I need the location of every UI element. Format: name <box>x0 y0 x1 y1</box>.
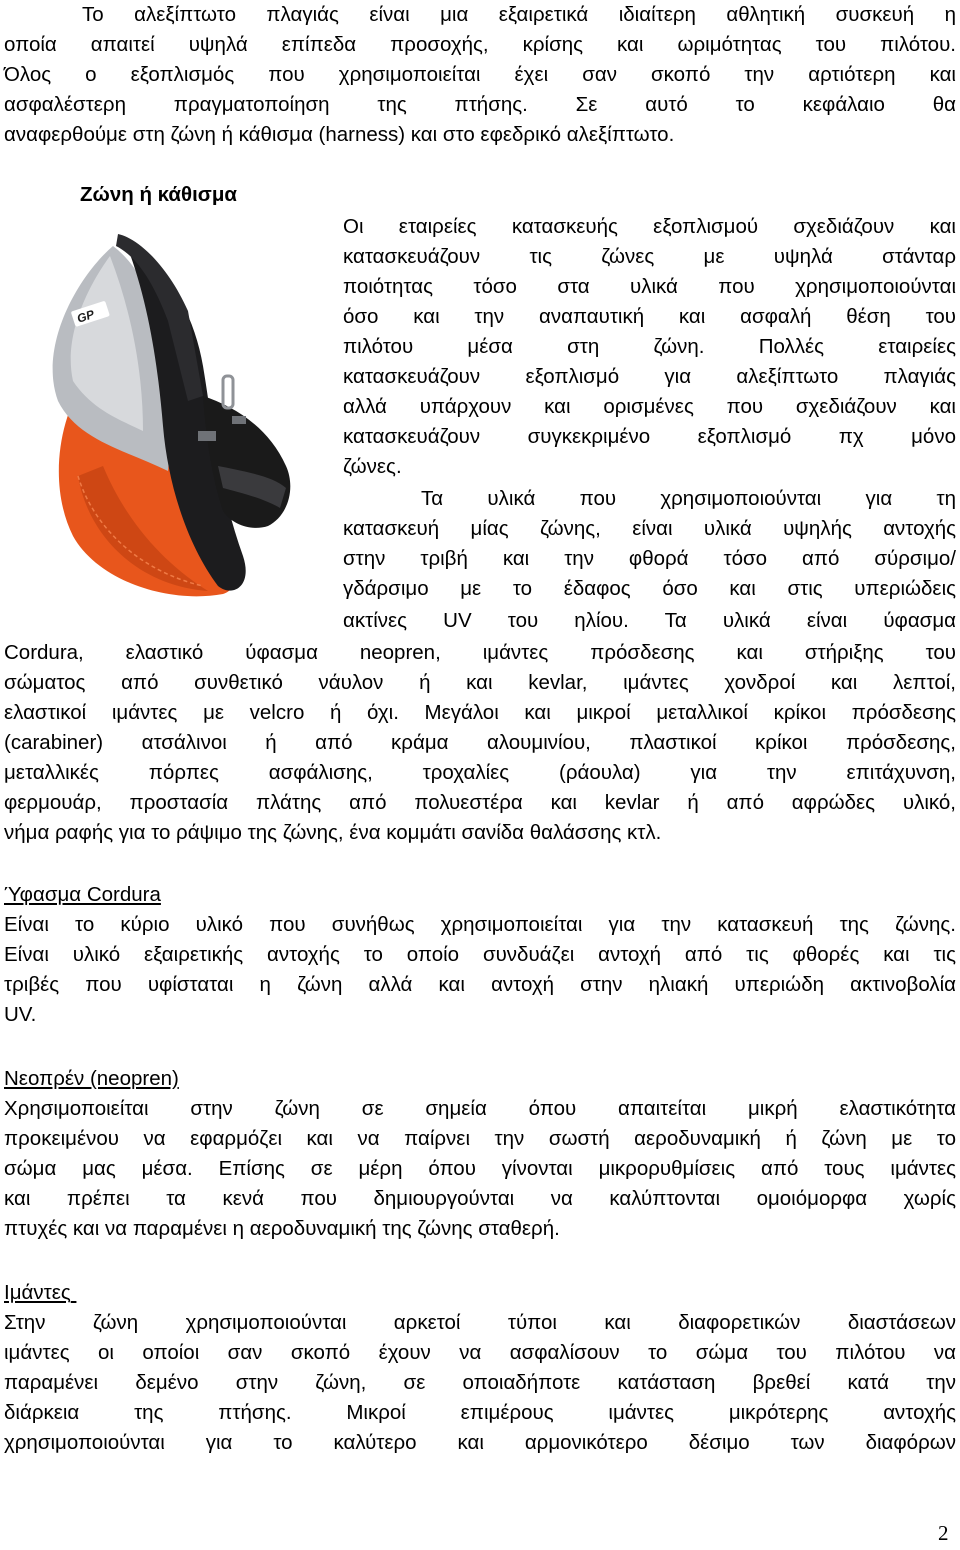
side-line: ζώνες. <box>343 455 402 478</box>
cordura-title: Ύφασμα Cordura <box>4 883 161 906</box>
body-line: μεταλλικές πόρπες ασφάλισης, τροχαλίες (ράουλα) για την επιτάχυνση, <box>4 761 956 784</box>
cordura-line: τριβές που υφίσταται η ζώνη αλλά και αντοχή στην ηλιακή υπεριώδη ακτινοβολία <box>4 973 956 996</box>
neoprene-line: και πρέπει τα κενά που δημιουργούνται να καλύπτονται ομοιόμορφα χωρίς <box>4 1187 956 1210</box>
side-line: Οι εταιρείες κατασκευής εξοπλισμού σχεδιάζουν και <box>343 215 956 238</box>
section-heading: Ζώνη ή κάθισμα <box>80 183 237 206</box>
side-line: ακτίνες UV του ηλίου. Τα υλικά είναι ύφασμα <box>343 609 956 632</box>
neoprene-line: πτυχές και να παραμένει η αεροδυναμική της ζώνης σταθερή. <box>4 1217 560 1240</box>
body-line: φερμουάρ, προστασία πλάτης από πολυεστέρα και kevlar ή από αφρώδες υλικό, <box>4 791 956 814</box>
body-line: ελαστικοί ιμάντες με velcro ή όχι. Μεγάλοι και μικροί μεταλλικοί κρίκοι πρόσδεσης <box>4 701 956 724</box>
straps-line: χρησιμοποιούνται για το καλύτερο και αρμονικότερο δέσιμο των διαφόρων <box>4 1431 956 1454</box>
body-line: νήμα ραφής για το ράψιμο της ζώνης, ένα κομμάτι σανίδα θαλάσσης κτλ. <box>4 821 662 844</box>
side-line: ποιότητας τόσο στα υλικά που χρησιμοποιούνται <box>343 275 956 298</box>
neoprene-line: Χρησιμοποιείται στην ζώνη σε σημεία όπου απαιτείται μικρή ελαστικότητα <box>4 1097 956 1120</box>
body-line: Cordura, ελαστικό ύφασμα neopren, ιμάντες πρόσδεσης και στήριξης του <box>4 641 956 664</box>
svg-text:GP: GP <box>75 307 96 326</box>
buckle <box>198 431 216 441</box>
side-line: κατασκευάζουν συγκεκριμένο εξοπλισμό πχ μόνο <box>343 425 956 448</box>
side-line: πιλότου μέσα στη ζώνη. Πολλές εταιρείες <box>343 335 956 358</box>
buckle <box>232 416 246 424</box>
straps-line: διάρκεια της πτήσης. Μικροί επιμέρους ιμάντες μικρότερης αντοχής <box>4 1401 956 1424</box>
straps-line: ιμάντες οι οποίοι σαν σκοπό έχουν να ασφαλίσουν το σώμα του πιλότου να <box>4 1341 956 1364</box>
neoprene-line: προκειμένου να εφαρμόζει και να παίρνει την σωστή αεροδυναμική ή ζώνη με το <box>4 1127 956 1150</box>
straps-line: παραμένει δεμένο στην ζώνη, σε οποιαδήποτε κατάσταση βρεθεί κατά την <box>4 1371 956 1394</box>
body-line: (carabiner) ατσάλινοι ή από κράμα αλουμινίου, πλαστικοί κρίκοι πρόσδεσης, <box>4 731 956 754</box>
body-line: σώματος από συνθετικό νάυλον ή και kevlar, ιμάντες χονδροί και λεπτοί, <box>4 671 956 694</box>
straps-title: Ιμάντες <box>4 1281 71 1304</box>
side-line: όσο και την αναπαυτική και ασφαλή θέση του <box>343 305 956 328</box>
intro-line: Όλος ο εξοπλισμός που χρησιμοποιείται έχει σαν σκοπό την αρτιότερη και <box>4 63 956 86</box>
cordura-line: UV. <box>4 1003 37 1026</box>
side-line: κατασκευάζουν τις ζώνες με υψηλά στάνταρ <box>343 245 956 268</box>
carabiner <box>223 376 233 408</box>
cordura-line: Είναι υλικό εξαιρετικής αντοχής το οποίο συνδυάζει αντοχή από τις φθορές και τις <box>4 943 956 966</box>
side-line: αλλά υπάρχουν και ορισμένες που σχεδιάζουν και <box>343 395 956 418</box>
neoprene-line: σώμα μας μέσα. Επίσης σε μέρη όπου γίνονται μικρορυθμίσεις από τους ιμάντες <box>4 1157 956 1180</box>
intro-line: αναφερθούμε στη ζώνη ή κάθισμα (harness) και στο εφεδρικό αλεξίπτωτο. <box>4 123 675 146</box>
side-line: γδάρσιμο με το έδαφος όσο και στις υπεριώδεις <box>343 577 956 600</box>
side-line: στην τριβή και την φθορά τόσο από σύρσιμο/ <box>343 547 956 570</box>
intro-line: οποία απαιτεί υψηλά επίπεδα προσοχής, κρίσης και ωριμότητας του πιλότου. <box>4 33 956 56</box>
side-line: Τα υλικά που χρησιμοποιούνται για τη <box>421 487 956 510</box>
straps-line: Στην ζώνη χρησιμοποιούνται αρκετοί τύποι και διαφορετικών διαστάσεων <box>4 1311 956 1334</box>
side-line: κατασκευή μίας ζώνης, είναι υλικά υψηλής αντοχής <box>343 517 956 540</box>
neoprene-title: Νεοπρέν (neopren) <box>4 1067 179 1090</box>
intro-line: ασφαλέστερη πραγματοποίηση της πτήσης. Σε αυτό το κεφάλαιο θα <box>4 93 956 116</box>
cordura-line: Είναι το κύριο υλικό που συνήθως χρησιμοποιείται για την κατασκευή της ζώνης. <box>4 913 956 936</box>
page-number: 2 <box>938 1521 949 1545</box>
harness-image <box>18 226 336 606</box>
side-line: κατασκευάζουν εξοπλισμό για αλεξίπτωτο πλαγιάς <box>343 365 956 388</box>
intro-line: Το αλεξίπτωτο πλαγιάς είναι μια εξαιρετικά ιδιαίτερη αθλητική συσκευή η <box>82 3 956 26</box>
